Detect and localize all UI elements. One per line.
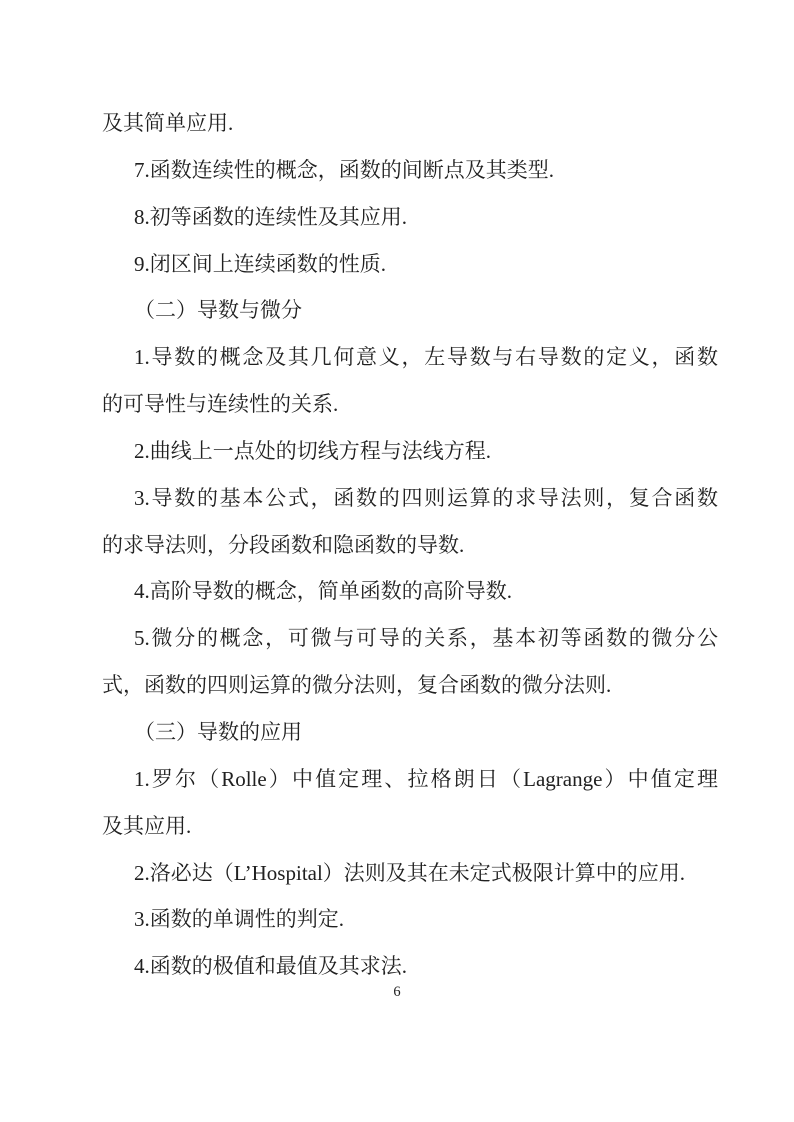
text-line: 1.导数的概念及其几何意义，左导数与右导数的定义，函数 xyxy=(134,345,718,370)
text-line: 4.高阶导数的概念，简单函数的高阶导数. xyxy=(134,579,512,604)
text-line: 4.函数的极值和最值及其求法. xyxy=(134,954,407,979)
text-line: 3.函数的单调性的判定. xyxy=(134,907,344,932)
page-content xyxy=(102,100,718,990)
page-number: 6 xyxy=(393,984,401,1000)
text-line: 的可导性与连续性的关系. xyxy=(102,392,339,417)
text-line: 的求导法则，分段函数和隐函数的导数. xyxy=(102,532,465,557)
section-heading: （二）导数与微分 xyxy=(134,298,302,323)
text-line: 2.洛必达（L’Hospital）法则及其在未定式极限计算中的应用. xyxy=(134,860,686,885)
text-line: 8.初等函数的连续性及其应用. xyxy=(134,204,407,229)
text-line: 2.曲线上一点处的切线方程与法线方程. xyxy=(134,438,491,463)
text-line: 5.微分的概念，可微与可导的关系，基本初等函数的微分公 xyxy=(134,626,718,651)
text-line: 式，函数的四则运算的微分法则，复合函数的微分法则. xyxy=(102,673,612,698)
section-heading: （三）导数的应用 xyxy=(134,719,302,744)
text-line: 9.闭区间上连续函数的性质. xyxy=(134,251,386,276)
text-line: 1.罗尔（Rolle）中值定理、拉格朗日（Lagrange）中值定理 xyxy=(134,766,718,791)
text-line: 及其应用. xyxy=(102,813,192,838)
text-line: 3.导数的基本公式，函数的四则运算的求导法则，复合函数 xyxy=(134,485,718,510)
text-line: 7.函数连续性的概念，函数的间断点及其类型. xyxy=(134,157,554,182)
text-line: 及其简单应用. xyxy=(102,111,234,135)
